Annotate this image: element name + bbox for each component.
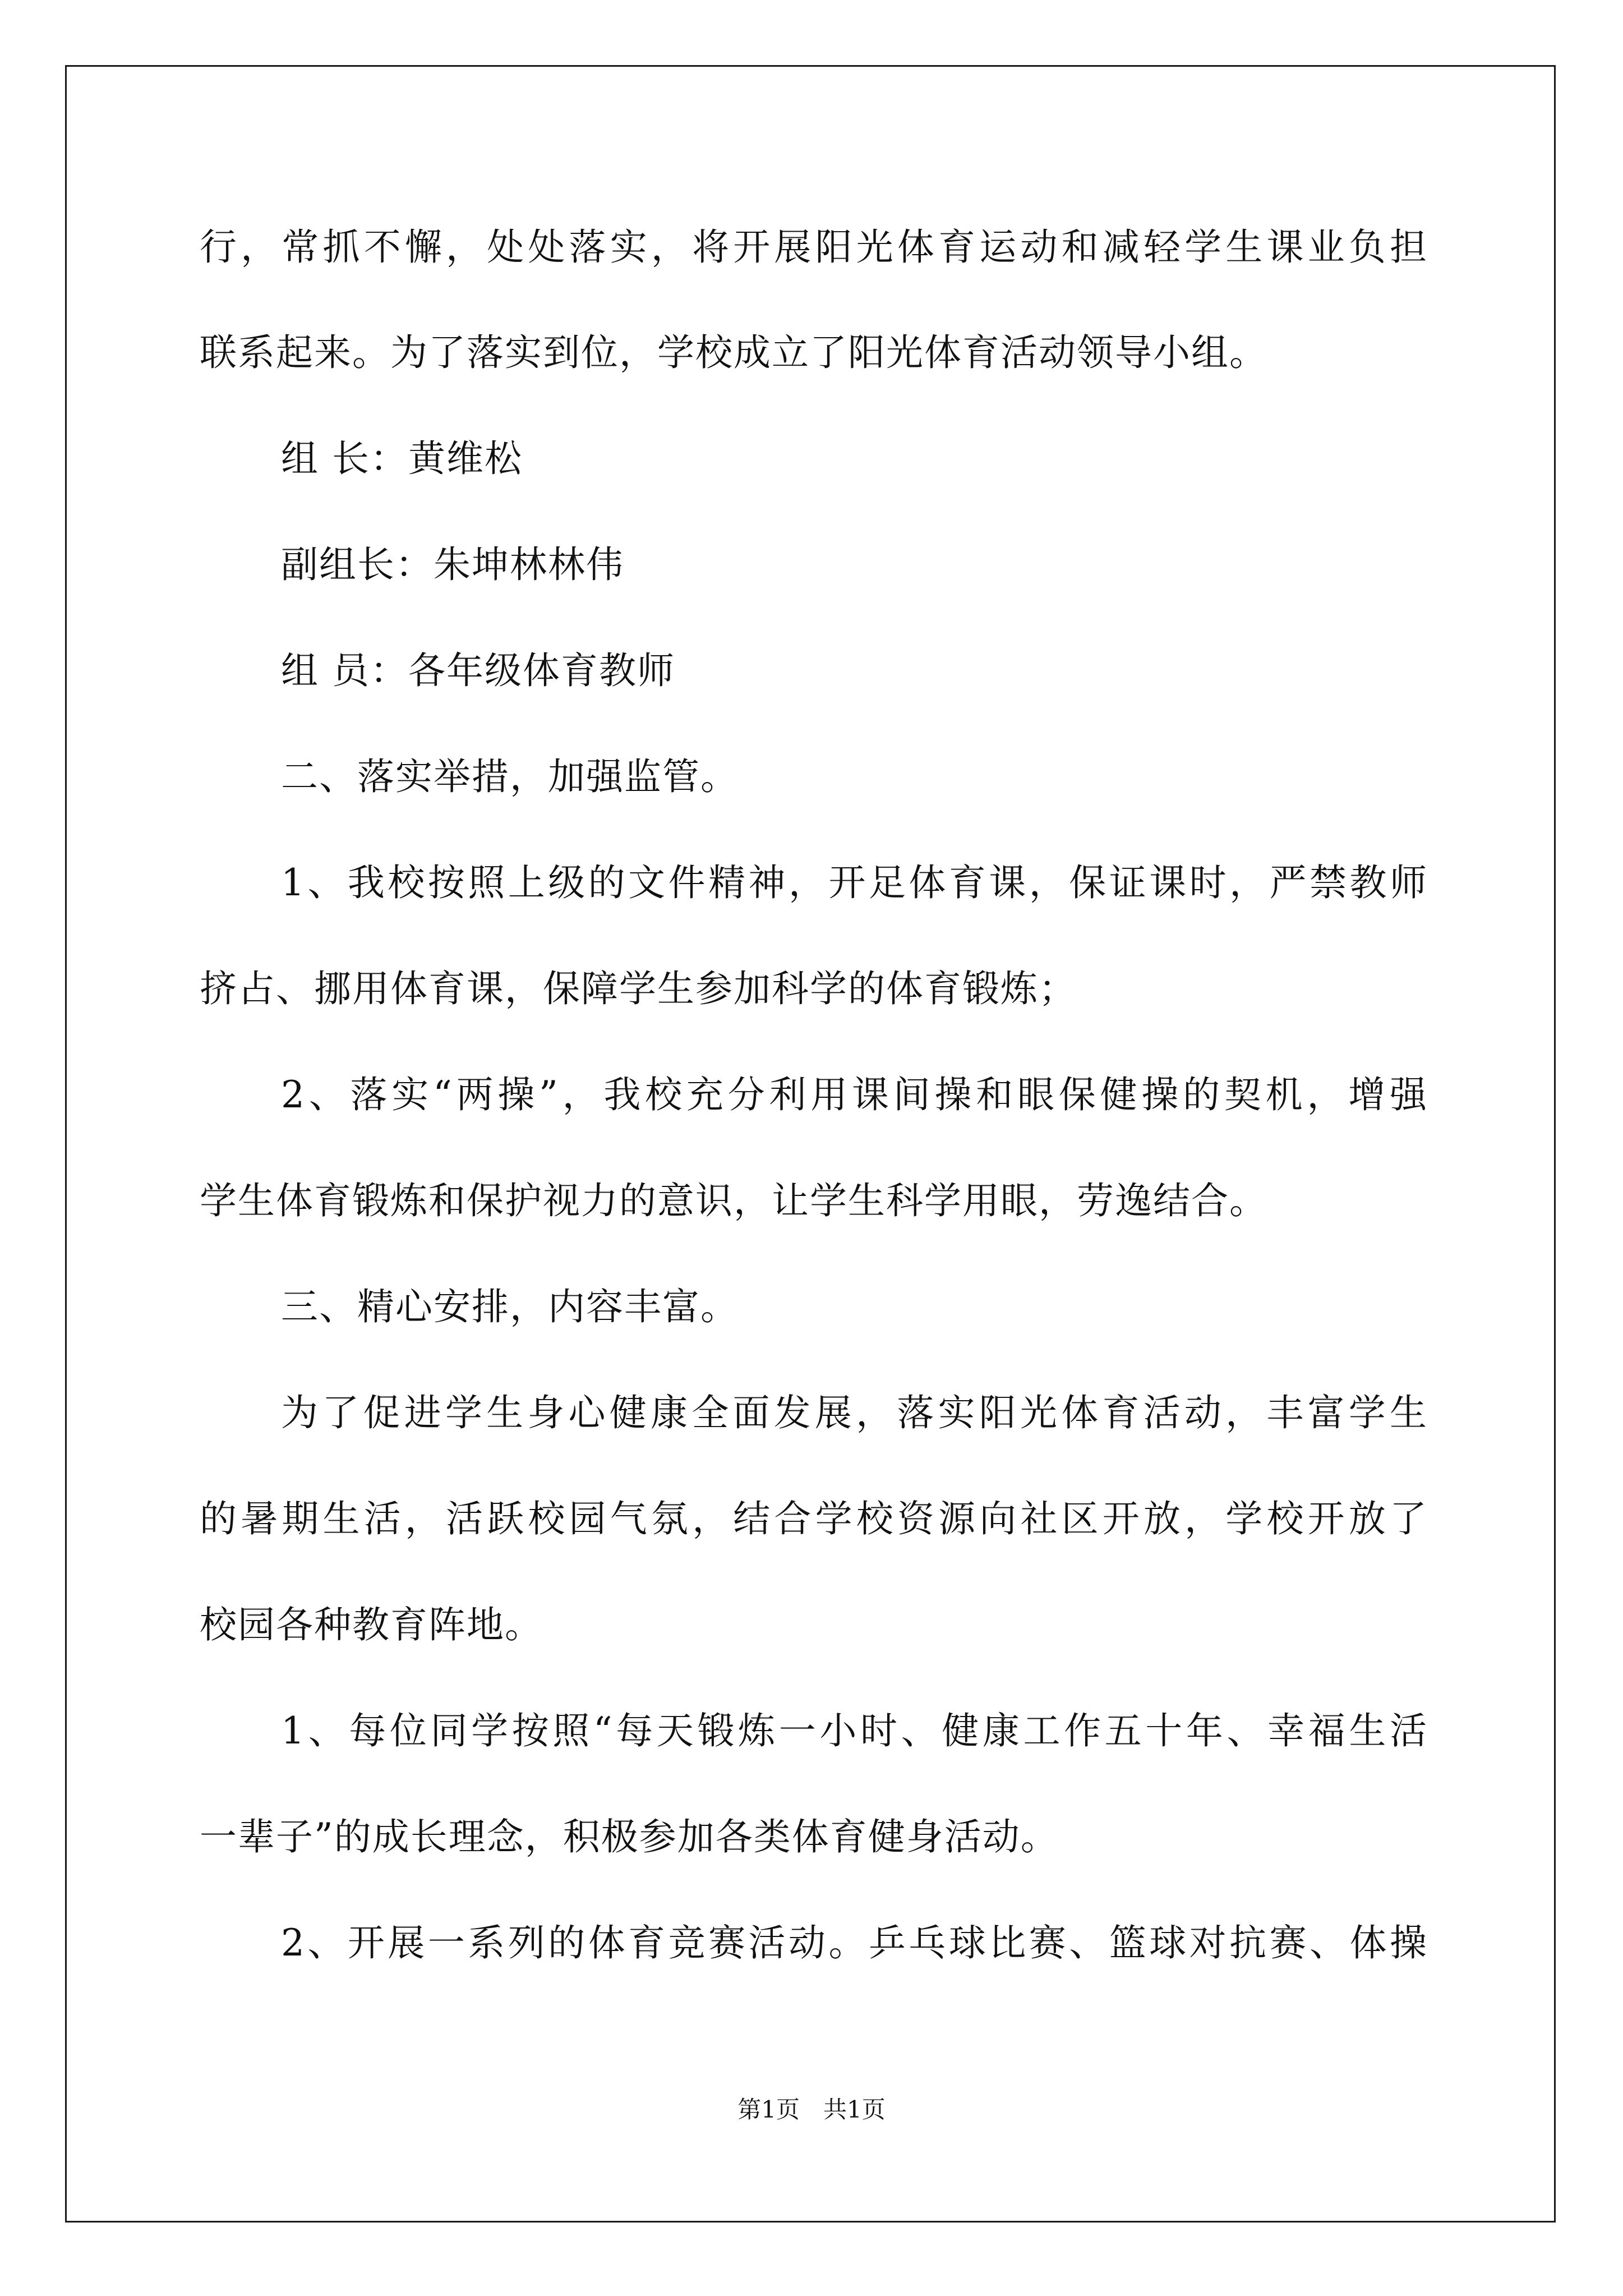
body-line: 一辈子”的成长理念，积极参加各类体育健身活动。 [200,1815,1059,1858]
body-line: 联系起来。为了落实到位，学校成立了阳光体育活动领导小组。 [200,331,1267,374]
body-line: 2、开展一系列的体育竞赛活动。乒乓球比赛、篮球对抗赛、体操 [281,1921,1428,1964]
body-line: 组 长：黄维松 [281,437,523,480]
body-line: 1、每位同学按照“每天锻炼一小时、健康工作五十年、幸福生活 [281,1709,1428,1752]
body-line: 的暑期生活，活跃校园气氛，结合学校资源向社区开放，学校开放了 [200,1497,1428,1540]
body-line: 副组长：朱坤林林伟 [281,543,624,586]
body-line: 学生体育锻炼和保护视力的意识，让学生科学用眼，劳逸结合。 [200,1179,1267,1222]
body-line: 为了促进学生身心健康全面发展，落实阳光体育活动，丰富学生 [281,1391,1428,1434]
body-line: 2、落实“两操”，我校充分利用课间操和眼保健操的契机，增强 [281,1073,1428,1116]
body-line: 组 员：各年级体育教师 [281,649,675,692]
body-line: 行，常抓不懈，处处落实，将开展阳光体育运动和减轻学生课业负担 [200,226,1428,269]
section-heading: 三、精心安排，内容丰富。 [281,1285,739,1328]
body-line: 校园各种教育阵地。 [200,1603,543,1646]
page-border [65,65,1556,2223]
page-number-footer: 第1页 共1页 [737,2096,886,2123]
section-heading: 二、落实举措，加强监管。 [281,755,739,798]
body-line: 挤占、挪用体育课，保障学生参加科学的体育锻炼； [200,967,1077,1010]
body-line: 1、我校按照上级的文件精神，开足体育课，保证课时，严禁教师 [281,861,1428,904]
